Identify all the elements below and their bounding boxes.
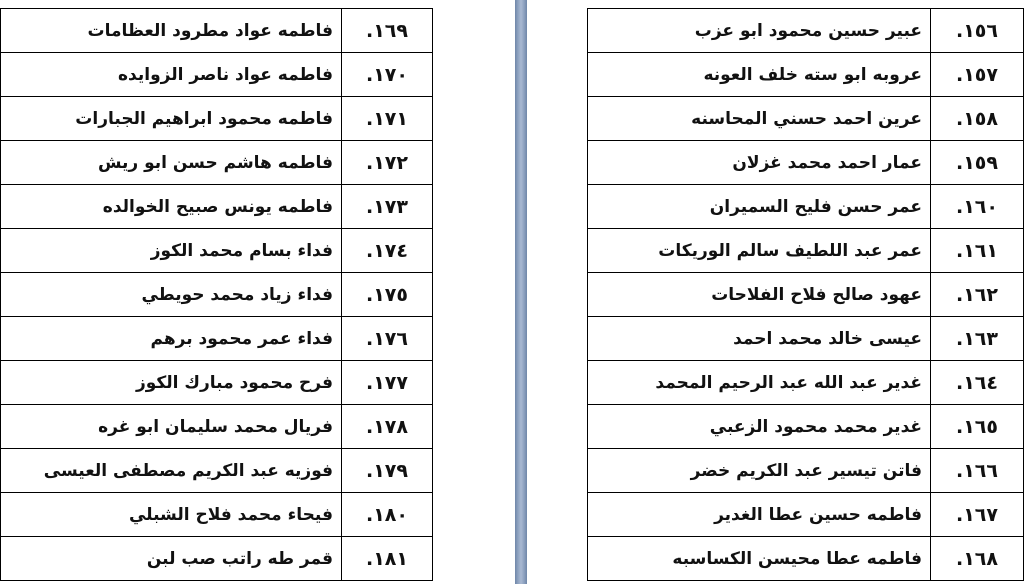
row-number: ١٦٧.: [931, 493, 1024, 537]
person-name: فيحاء محمد فلاح الشبلي: [1, 493, 342, 537]
row-number: ١٥٦.: [931, 9, 1024, 53]
row-number: ١٧٧.: [342, 361, 433, 405]
row-number: ١٥٧.: [931, 53, 1024, 97]
table-row: [588, 53, 1024, 97]
table-row: [588, 405, 1024, 449]
person-name: فاطمه هاشم حسن ابو ريش: [1, 141, 342, 185]
row-number: ١٧٤.: [342, 229, 433, 273]
table-row: [1, 141, 433, 185]
left-names-table: [0, 8, 433, 581]
person-name: فداء بسام محمد الكوز: [1, 229, 342, 273]
person-name: فاطمه حسين عطا الغدير: [588, 493, 931, 537]
table-row: [588, 317, 1024, 361]
table-row: [1, 537, 433, 581]
row-number: ١٧٢.: [342, 141, 433, 185]
person-name: غدير عبد الله عبد الرحيم المحمد: [588, 361, 931, 405]
table-row: [1, 449, 433, 493]
table-row: [588, 9, 1024, 53]
person-name: فداء زياد محمد حويطي: [1, 273, 342, 317]
row-number: ١٧٥.: [342, 273, 433, 317]
person-name: غدير محمد محمود الزعبي: [588, 405, 931, 449]
row-number: ١٦٨.: [931, 537, 1024, 581]
person-name: عمر حسن فليح السميران: [588, 185, 931, 229]
row-number: ١٦٢.: [931, 273, 1024, 317]
row-number: ١٦٥.: [931, 405, 1024, 449]
row-number: ١٧٠.: [342, 53, 433, 97]
table-row: [1, 9, 433, 53]
table-row: [1, 229, 433, 273]
person-name: فريال محمد سليمان ابو غره: [1, 405, 342, 449]
row-number: ١٦٠.: [931, 185, 1024, 229]
row-number: ١٦٤.: [931, 361, 1024, 405]
person-name: فاطمه عواد مطرود العظامات: [1, 9, 342, 53]
row-number: ١٨١.: [342, 537, 433, 581]
person-name: فوزيه عبد الكريم مصطفى العيسى: [1, 449, 342, 493]
table-row: [1, 97, 433, 141]
table-row: [588, 537, 1024, 581]
row-number: ١٦١.: [931, 229, 1024, 273]
table-row: [588, 361, 1024, 405]
row-number: ١٥٩.: [931, 141, 1024, 185]
table-row: [1, 317, 433, 361]
row-number: ١٦٦.: [931, 449, 1024, 493]
person-name: عمار احمد محمد غزلان: [588, 141, 931, 185]
table-row: [1, 53, 433, 97]
table-row: [588, 141, 1024, 185]
person-name: عروبه ابو سته خلف العونه: [588, 53, 931, 97]
row-number: ١٨٠.: [342, 493, 433, 537]
person-name: فرح محمود مبارك الكوز: [1, 361, 342, 405]
table-row: [588, 185, 1024, 229]
person-name: فاطمه عطا محيسن الكساسبه: [588, 537, 931, 581]
table-row: [588, 493, 1024, 537]
table-row: [588, 97, 1024, 141]
row-number: ١٧١.: [342, 97, 433, 141]
page-gutter-divider: [515, 0, 527, 584]
table-row: [1, 273, 433, 317]
row-number: ١٧٩.: [342, 449, 433, 493]
table-row: [1, 493, 433, 537]
row-number: ١٦٩.: [342, 9, 433, 53]
table-row: [588, 449, 1024, 493]
person-name: فداء عمر محمود برهم: [1, 317, 342, 361]
person-name: عمر عبد اللطيف سالم الوريكات: [588, 229, 931, 273]
table-row: [1, 405, 433, 449]
person-name: قمر طه راتب صب لبن: [1, 537, 342, 581]
row-number: ١٧٨.: [342, 405, 433, 449]
person-name: عرين احمد حسني المحاسنه: [588, 97, 931, 141]
person-name: عهود صالح فلاح الفلاحات: [588, 273, 931, 317]
row-number: ١٧٦.: [342, 317, 433, 361]
table-row: [1, 361, 433, 405]
right-names-table: [587, 8, 1024, 581]
person-name: عبير حسين محمود ابو عزب: [588, 9, 931, 53]
person-name: فاطمه محمود ابراهيم الجبارات: [1, 97, 342, 141]
table-row: [588, 273, 1024, 317]
person-name: فاتن تيسير عبد الكريم خضر: [588, 449, 931, 493]
table-row: [1, 185, 433, 229]
row-number: ١٧٣.: [342, 185, 433, 229]
row-number: ١٥٨.: [931, 97, 1024, 141]
person-name: عيسى خالد محمد احمد: [588, 317, 931, 361]
row-number: ١٦٣.: [931, 317, 1024, 361]
person-name: فاطمه عواد ناصر الزوايده: [1, 53, 342, 97]
person-name: فاطمه يونس صبيح الخوالده: [1, 185, 342, 229]
table-row: [588, 229, 1024, 273]
